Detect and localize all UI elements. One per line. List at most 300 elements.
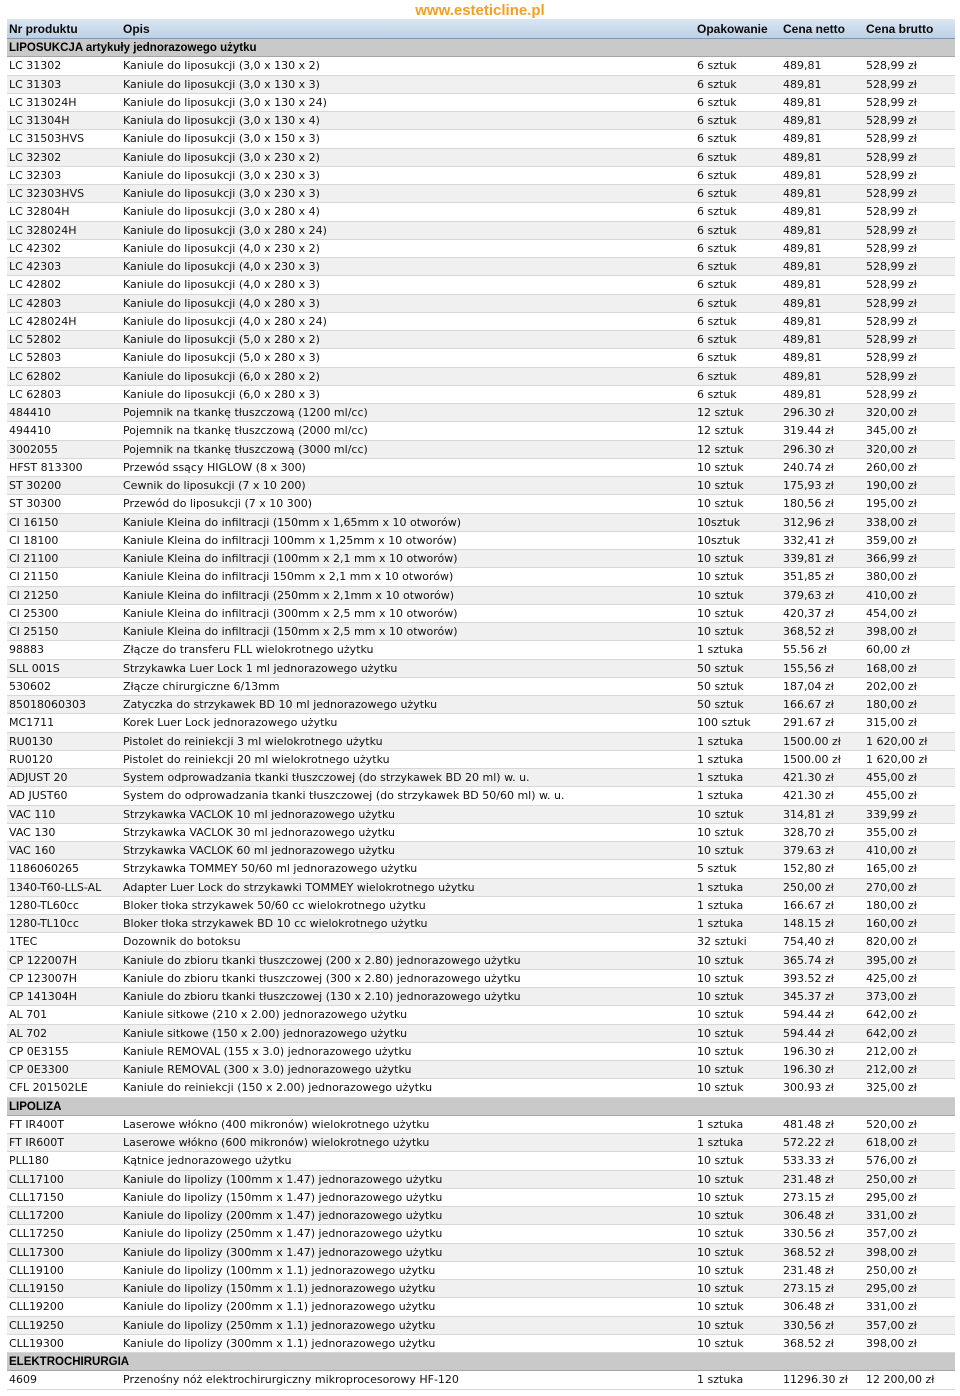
table-row bbox=[7, 1043, 955, 1061]
section-header bbox=[7, 1098, 955, 1116]
product-number-cell: CLL17200 bbox=[9, 1209, 64, 1222]
gross-price-cell: 202,00 zł bbox=[866, 679, 917, 693]
table-row bbox=[7, 842, 955, 860]
packaging-cell: 10 sztuk bbox=[697, 1172, 744, 1186]
gross-price-cell: 528,99 zł bbox=[866, 260, 917, 273]
net-price-cell: 489,81 bbox=[783, 260, 822, 273]
description-cell: Kaniule do liposukcji (6,0 x 280 x 2) bbox=[123, 369, 320, 383]
packaging-cell: 1 sztuka bbox=[697, 880, 744, 894]
table-header bbox=[7, 19, 955, 39]
description-cell: Kaniule do liposukcji (3,0 x 280 x 24) bbox=[123, 223, 327, 237]
description-cell: Kaniule do liposukcji (3,0 x 130 x 3) bbox=[123, 77, 320, 91]
gross-price-cell: 320,00 zł bbox=[866, 406, 917, 419]
net-price-cell: 379,63 zł bbox=[783, 588, 834, 602]
packaging-cell: 6 sztuk bbox=[697, 369, 737, 383]
net-price-cell: 339,81 zł bbox=[783, 552, 834, 565]
packaging-cell: 10 sztuk bbox=[697, 807, 744, 821]
product-number-cell: CI 21100 bbox=[9, 552, 59, 565]
product-number-cell: LC 31304H bbox=[9, 114, 70, 127]
net-price-cell: 489,81 bbox=[783, 278, 822, 292]
packaging-cell: 1 sztuka bbox=[697, 898, 744, 912]
table-row bbox=[7, 1134, 955, 1152]
product-number-cell: FT IR600T bbox=[9, 1136, 64, 1149]
table-row bbox=[7, 1116, 955, 1134]
table-row bbox=[7, 1079, 955, 1097]
packaging-cell: 10 sztuk bbox=[697, 1336, 744, 1350]
gross-price-cell: 315,00 zł bbox=[866, 716, 917, 730]
packaging-cell: 1 sztuka bbox=[697, 734, 744, 748]
gross-price-cell: 520,00 zł bbox=[866, 1117, 917, 1131]
gross-price-cell: 260,00 zł bbox=[866, 460, 917, 474]
table-row bbox=[7, 1061, 955, 1079]
gross-price-cell: 398,00 zł bbox=[866, 1245, 917, 1259]
description-cell: Kaniule do liposukcji (4,0 x 280 x 24) bbox=[123, 314, 327, 328]
gross-price-cell: 195,00 zł bbox=[866, 497, 917, 511]
product-number-cell: CLL19200 bbox=[9, 1300, 64, 1314]
table-row bbox=[7, 1317, 955, 1335]
gross-price-cell: 576,00 zł bbox=[866, 1154, 917, 1168]
section-title: ELEKTROCHIRURGIA bbox=[9, 1356, 130, 1368]
product-number-cell: 1186060265 bbox=[9, 862, 79, 876]
packaging-cell: 10 sztuk bbox=[697, 1282, 744, 1295]
net-price-cell: 319.44 zł bbox=[783, 424, 834, 438]
net-price-cell: 489,81 bbox=[783, 223, 822, 237]
gross-price-cell: 165,00 zł bbox=[866, 862, 917, 876]
packaging-cell: 6 sztuk bbox=[697, 114, 737, 127]
packaging-cell: 6 sztuk bbox=[697, 223, 737, 237]
gross-price-cell: 528,99 zł bbox=[866, 132, 917, 146]
packaging-cell: 1 sztuka bbox=[697, 1117, 744, 1131]
product-number-cell: RU0120 bbox=[9, 752, 53, 766]
net-price-cell: 231.48 zł bbox=[783, 1263, 834, 1277]
packaging-cell: 6 sztuk bbox=[697, 59, 737, 73]
table-row bbox=[7, 641, 955, 659]
product-number-cell: CLL19100 bbox=[9, 1263, 64, 1277]
net-price-cell: 155,56 zł bbox=[783, 661, 834, 675]
packaging-cell: 5 sztuk bbox=[697, 862, 737, 876]
net-price-cell: 489,81 bbox=[783, 150, 822, 164]
gross-price-cell: 642,00 zł bbox=[866, 1026, 917, 1040]
net-price-cell: 489,81 bbox=[783, 314, 822, 328]
packaging-cell: 10 sztuk bbox=[697, 1081, 744, 1095]
packaging-cell: 10 sztuk bbox=[697, 625, 744, 638]
product-number-cell: CI 18100 bbox=[9, 533, 59, 547]
net-price-cell: 489,81 bbox=[783, 296, 822, 310]
description-cell: Pojemnik na tkankę tłuszczową (2000 ml/cc) bbox=[123, 424, 368, 438]
section-title: LIPOLIZA bbox=[9, 1100, 62, 1113]
packaging-cell: 12 sztuk bbox=[697, 406, 744, 419]
gross-price-cell: 295,00 zł bbox=[866, 1282, 917, 1295]
section-title: LIPOSUKCJA artykuły jednorazowego użytku bbox=[9, 42, 257, 54]
description-cell: Kaniule do zbioru tkanki tłuszczowej (200 x 2.80) jednorazowego użytku bbox=[123, 953, 521, 967]
table-row bbox=[7, 349, 955, 367]
table-row bbox=[7, 787, 955, 805]
description-cell: Kaniule do lipolizy (200mm x 1.47) jednorazowego użytku bbox=[123, 1209, 443, 1222]
gross-price-cell: 528,99 zł bbox=[866, 77, 917, 91]
net-price-cell: 393.52 zł bbox=[783, 971, 834, 985]
product-number-cell: CLL17150 bbox=[9, 1190, 64, 1204]
gross-price-cell: 398,00 zł bbox=[866, 1336, 917, 1350]
product-number-cell: LC 32804H bbox=[9, 205, 70, 219]
product-number-cell: 98883 bbox=[9, 643, 44, 657]
table-row bbox=[7, 623, 955, 641]
gross-price-cell: 528,99 zł bbox=[866, 351, 917, 365]
net-price-cell: 489,81 bbox=[783, 241, 822, 255]
table-row bbox=[7, 696, 955, 714]
packaging-cell: 10 sztuk bbox=[697, 1154, 744, 1168]
packaging-cell: 10 sztuk bbox=[697, 570, 744, 584]
packaging-cell: 6 sztuk bbox=[697, 77, 737, 91]
gross-price-cell: 410,00 zł bbox=[866, 844, 917, 857]
packaging-cell: 6 sztuk bbox=[697, 314, 737, 328]
description-cell: Kaniule sitkowe (210 x 2.00) jednorazowego użytku bbox=[123, 1008, 408, 1022]
product-number-cell: CI 25150 bbox=[9, 625, 59, 638]
product-number-cell: VAC 160 bbox=[9, 844, 56, 857]
packaging-cell: 10 sztuk bbox=[697, 844, 744, 857]
section-header bbox=[7, 39, 955, 57]
net-price-cell: 330.56 zł bbox=[783, 1227, 834, 1241]
net-price-cell: 240.74 zł bbox=[783, 460, 834, 474]
net-price-cell: 421.30 zł bbox=[783, 789, 834, 803]
description-cell: Kaniule do liposukcji (4,0 x 280 x 3) bbox=[123, 278, 320, 292]
product-number-cell: 4609 bbox=[9, 1373, 37, 1387]
net-price-cell: 368.52 zł bbox=[783, 1245, 834, 1259]
net-price-cell: 489,81 bbox=[783, 387, 822, 401]
description-cell: Kaniule do lipolizy (300mm x 1.47) jednorazowego użytku bbox=[123, 1245, 443, 1259]
product-number-cell: MC1711 bbox=[9, 716, 55, 730]
net-price-cell: 148.15 zł bbox=[783, 917, 834, 930]
table-row bbox=[7, 258, 955, 276]
packaging-cell: 10 sztuk bbox=[697, 1026, 744, 1040]
description-cell: Kaniula do liposukcji (3,0 x 130 x 4) bbox=[123, 114, 320, 127]
gross-price-cell: 528,99 zł bbox=[866, 150, 917, 164]
description-cell: Kaniule do liposukcji (3,0 x 230 x 2) bbox=[123, 150, 320, 164]
product-number-cell: 85018060303 bbox=[9, 698, 86, 711]
packaging-cell: 10sztuk bbox=[697, 515, 741, 529]
packaging-cell: 6 sztuk bbox=[697, 351, 737, 365]
site-url[interactable]: www.esteticline.pl bbox=[415, 2, 545, 19]
table-row bbox=[7, 678, 955, 696]
product-number-cell: LC 42802 bbox=[9, 278, 62, 292]
gross-price-cell: 357,00 zł bbox=[866, 1318, 917, 1332]
product-number-cell: CFL 201502LE bbox=[9, 1081, 88, 1095]
packaging-cell: 6 sztuk bbox=[697, 333, 737, 346]
description-cell: Kaniule do liposukcji (3,0 x 280 x 4) bbox=[123, 205, 320, 219]
gross-price-cell: 366,99 zł bbox=[866, 552, 917, 565]
packaging-cell: 10 sztuk bbox=[697, 497, 744, 511]
product-number-cell: LC 31302 bbox=[9, 59, 62, 73]
net-price-cell: 187,04 zł bbox=[783, 679, 834, 693]
net-price-cell: 379.63 zł bbox=[783, 844, 834, 857]
net-price-cell: 489,81 bbox=[783, 59, 822, 73]
gross-price-cell: 410,00 zł bbox=[866, 588, 917, 602]
packaging-cell: 10 sztuk bbox=[697, 1263, 744, 1277]
description-cell: Kaniule Kleina do infiltracji (150mm x 2,5 mm x 10 otworów) bbox=[123, 625, 458, 638]
table-row bbox=[7, 495, 955, 513]
packaging-cell: 6 sztuk bbox=[697, 241, 737, 255]
description-cell: Kaniule do liposukcji (3,0 x 230 x 3) bbox=[123, 187, 320, 200]
packaging-cell: 50 sztuk bbox=[697, 661, 744, 675]
net-price-cell: 296.30 zł bbox=[783, 406, 834, 419]
gross-price-cell: 270,00 zł bbox=[866, 880, 917, 894]
gross-price-cell: 338,00 zł bbox=[866, 515, 917, 529]
product-number-cell: CLL17100 bbox=[9, 1172, 64, 1186]
header-product-number: Nr produktu bbox=[9, 22, 78, 36]
product-number-cell: CP 123007H bbox=[9, 971, 78, 985]
packaging-cell: 1 sztuka bbox=[697, 771, 744, 784]
table-row bbox=[7, 57, 955, 75]
table-row bbox=[7, 422, 955, 440]
gross-price-cell: 355,00 zł bbox=[866, 825, 917, 839]
product-number-cell: LC 52802 bbox=[9, 333, 62, 346]
table-row bbox=[7, 240, 955, 258]
product-number-cell: CLL17250 bbox=[9, 1227, 64, 1241]
description-cell: Złącze do transferu FLL wielokrotnego użytku bbox=[123, 643, 374, 657]
description-cell: Kaniule Kleina do infiltracji 100mm x 1,25mm x 10 otworów) bbox=[123, 533, 457, 547]
packaging-cell: 10 sztuk bbox=[697, 552, 744, 565]
gross-price-cell: 160,00 zł bbox=[866, 917, 917, 930]
product-number-cell: CP 0E3155 bbox=[9, 1044, 69, 1058]
table-row bbox=[7, 1335, 955, 1353]
table-row bbox=[7, 112, 955, 130]
table-row bbox=[7, 824, 955, 842]
packaging-cell: 32 sztuki bbox=[697, 935, 747, 949]
net-price-cell: 196.30 zł bbox=[783, 1044, 834, 1058]
packaging-cell: 6 sztuk bbox=[697, 168, 737, 182]
gross-price-cell: 325,00 zł bbox=[866, 1081, 917, 1095]
product-number-cell: LC 31303 bbox=[9, 77, 62, 91]
description-cell: Złącze chirurgiczne 6/13mm bbox=[123, 679, 280, 693]
net-price-cell: 421.30 zł bbox=[783, 771, 834, 784]
product-number-cell: 1340-T60-LLS-AL bbox=[9, 880, 102, 894]
net-price-cell: 420,37 zł bbox=[783, 606, 834, 620]
gross-price-cell: 454,00 zł bbox=[866, 606, 917, 620]
product-number-cell: LC 42803 bbox=[9, 296, 62, 310]
packaging-cell: 10 sztuk bbox=[697, 953, 744, 967]
product-number-cell: LC 32302 bbox=[9, 150, 62, 164]
packaging-cell: 6 sztuk bbox=[697, 187, 737, 200]
description-cell: Przenośny nóż elektrochirurgiczny mikroprocesorowy HF-120 bbox=[123, 1373, 459, 1387]
description-cell: Kaniule do zbioru tkanki tłuszczowej (130 x 2.10) jednorazowego użytku bbox=[123, 990, 521, 1003]
description-cell: Przewód ssący HIGLOW (8 x 300) bbox=[123, 460, 306, 474]
table-row bbox=[7, 1225, 955, 1243]
packaging-cell: 6 sztuk bbox=[697, 260, 737, 273]
net-price-cell: 332,41 zł bbox=[783, 533, 834, 547]
packaging-cell: 10 sztuk bbox=[697, 588, 744, 602]
gross-price-cell: 359,00 zł bbox=[866, 533, 917, 547]
table-row bbox=[7, 1371, 955, 1389]
product-number-cell: ST 30200 bbox=[9, 479, 62, 492]
net-price-cell: 166.67 zł bbox=[783, 698, 834, 711]
net-price-cell: 166.67 zł bbox=[783, 898, 834, 912]
packaging-cell: 1 sztuka bbox=[697, 1136, 744, 1149]
table-row bbox=[7, 860, 955, 878]
product-number-cell: LC 42303 bbox=[9, 260, 62, 273]
description-cell: Kaniule do liposukcji (5,0 x 280 x 2) bbox=[123, 333, 320, 346]
net-price-cell: 489,81 bbox=[783, 114, 822, 127]
description-cell: Zatyczka do strzykawek BD 10 ml jednorazowego użytku bbox=[123, 698, 438, 711]
description-cell: System odprowadzania tkanki tłuszczowej (do strzykawek BD 20 ml) w. u. bbox=[123, 771, 530, 784]
gross-price-cell: 455,00 zł bbox=[866, 771, 917, 784]
product-number-cell: CP 0E3300 bbox=[9, 1063, 69, 1076]
gross-price-cell: 528,99 zł bbox=[866, 95, 917, 109]
table-row bbox=[7, 1280, 955, 1298]
net-price-cell: 489,81 bbox=[783, 351, 822, 365]
description-cell: Adapter Luer Lock do strzykawki TOMMEY wielokrotnego użytku bbox=[123, 880, 475, 894]
packaging-cell: 10 sztuk bbox=[697, 1318, 744, 1332]
table-row bbox=[7, 933, 955, 951]
product-number-cell: 1TEC bbox=[9, 935, 38, 949]
product-number-cell: 484410 bbox=[9, 406, 51, 419]
packaging-cell: 10 sztuk bbox=[697, 1008, 744, 1022]
header-packaging: Opakowanie bbox=[697, 22, 768, 36]
gross-price-cell: 528,99 zł bbox=[866, 205, 917, 219]
description-cell: Kaniule do liposukcji (3,0 x 230 x 3) bbox=[123, 168, 320, 182]
description-cell: Kaniule sitkowe (150 x 2.00) jednorazowego użytku bbox=[123, 1026, 408, 1040]
description-cell: Kaniule do liposukcji (4,0 x 280 x 3) bbox=[123, 296, 320, 310]
table-row bbox=[7, 94, 955, 112]
table-row bbox=[7, 970, 955, 988]
net-price-cell: 11296.30 zł bbox=[783, 1373, 848, 1387]
gross-price-cell: 528,99 zł bbox=[866, 168, 917, 182]
gross-price-cell: 528,99 zł bbox=[866, 223, 917, 237]
description-cell: Kaniule do liposukcji (5,0 x 280 x 3) bbox=[123, 351, 320, 365]
section-header bbox=[7, 1353, 955, 1371]
packaging-cell: 10 sztuk bbox=[697, 1190, 744, 1204]
net-price-cell: 330,56 zł bbox=[783, 1318, 834, 1332]
gross-price-cell: 250,00 zł bbox=[866, 1263, 917, 1277]
product-number-cell: FT IR400T bbox=[9, 1117, 64, 1131]
table-row bbox=[7, 185, 955, 203]
net-price-cell: 273.15 zł bbox=[783, 1282, 834, 1295]
description-cell: Kaniule Kleina do infiltracji (100mm x 2,1 mm x 10 otworów) bbox=[123, 552, 458, 565]
net-price-cell: 306.48 zł bbox=[783, 1209, 834, 1222]
product-number-cell: ST 30300 bbox=[9, 497, 62, 511]
product-number-cell: LC 313024H bbox=[9, 95, 77, 109]
packaging-cell: 10sztuk bbox=[697, 533, 741, 547]
description-cell: Kaniule do lipolizy (250mm x 1.47) jednorazowego użytku bbox=[123, 1227, 443, 1241]
table-row bbox=[7, 167, 955, 185]
product-number-cell: 530602 bbox=[9, 679, 51, 693]
packaging-cell: 10 sztuk bbox=[697, 1209, 744, 1222]
net-price-cell: 365.74 zł bbox=[783, 953, 834, 967]
packaging-cell: 1 sztuka bbox=[697, 643, 744, 657]
packaging-cell: 10 sztuk bbox=[697, 1044, 744, 1058]
description-cell: Pojemnik na tkankę tłuszczową (1200 ml/cc) bbox=[123, 406, 368, 419]
product-number-cell: LC 42302 bbox=[9, 241, 62, 255]
description-cell: Bloker tłoka strzykawek 50/60 cc wielokrotnego użytku bbox=[123, 898, 426, 912]
packaging-cell: 50 sztuk bbox=[697, 698, 744, 711]
net-price-cell: 291.67 zł bbox=[783, 716, 834, 730]
net-price-cell: 489,81 bbox=[783, 187, 822, 200]
gross-price-cell: 528,99 zł bbox=[866, 59, 917, 73]
table-row bbox=[7, 222, 955, 240]
product-number-cell: CLL19250 bbox=[9, 1318, 64, 1332]
gross-price-cell: 1 620,00 zł bbox=[866, 752, 928, 766]
product-number-cell: VAC 110 bbox=[9, 807, 56, 821]
net-price-cell: 368,52 zł bbox=[783, 625, 834, 638]
gross-price-cell: 528,99 zł bbox=[866, 333, 917, 346]
net-price-cell: 180,56 zł bbox=[783, 497, 834, 511]
description-cell: Kaniule do lipolizy (100mm x 1.1) jednorazowego użytku bbox=[123, 1263, 436, 1277]
net-price-cell: 489,81 bbox=[783, 77, 822, 91]
table-row bbox=[7, 477, 955, 495]
packaging-cell: 10 sztuk bbox=[697, 460, 744, 474]
table-row bbox=[7, 751, 955, 769]
description-cell: Kaniule do lipolizy (300mm x 1.1) jednorazowego użytku bbox=[123, 1336, 436, 1350]
net-price-cell: 1500.00 zł bbox=[783, 734, 841, 748]
table-row bbox=[7, 386, 955, 404]
table-row bbox=[7, 1152, 955, 1170]
description-cell: Strzykawka VACLOK 60 ml jednorazowego użytku bbox=[123, 844, 395, 857]
product-number-cell: 494410 bbox=[9, 424, 51, 438]
description-cell: Strzykawka VACLOK 30 ml jednorazowego użytku bbox=[123, 825, 395, 839]
table-row bbox=[7, 149, 955, 167]
header-net-price: Cena netto bbox=[783, 22, 846, 36]
packaging-cell: 10 sztuk bbox=[697, 1227, 744, 1241]
description-cell: Kaniule do liposukcji (3,0 x 130 x 2) bbox=[123, 59, 320, 73]
gross-price-cell: 395,00 zł bbox=[866, 953, 917, 967]
product-number-cell: LC 62803 bbox=[9, 387, 62, 401]
description-cell: Kaniule Kleina do infiltracji 150mm x 2,1 mm x 10 otworów) bbox=[123, 570, 454, 584]
table-row bbox=[7, 514, 955, 532]
gross-price-cell: 528,99 zł bbox=[866, 314, 917, 328]
description-cell: Kaniule Kleina do infiltracji (300mm x 2,5 mm x 10 otworów) bbox=[123, 606, 458, 620]
net-price-cell: 250,00 zł bbox=[783, 880, 834, 894]
gross-price-cell: 528,99 zł bbox=[866, 278, 917, 292]
gross-price-cell: 295,00 zł bbox=[866, 1190, 917, 1204]
description-cell: Kątnice jednorazowego użytku bbox=[123, 1154, 292, 1168]
description-cell: Strzykawka Luer Lock 1 ml jednorazowego użytku bbox=[123, 661, 398, 675]
table-row bbox=[7, 568, 955, 586]
packaging-cell: 10 sztuk bbox=[697, 606, 744, 620]
net-price-cell: 55.56 zł bbox=[783, 643, 827, 657]
table-row bbox=[7, 1298, 955, 1316]
packaging-cell: 10 sztuk bbox=[697, 1300, 744, 1314]
product-number-cell: CP 141304H bbox=[9, 990, 78, 1003]
product-number-cell: LC 428024H bbox=[9, 314, 77, 328]
product-number-cell: VAC 130 bbox=[9, 825, 56, 839]
gross-price-cell: 357,00 zł bbox=[866, 1227, 917, 1241]
description-cell: Kaniule do reiniekcji (150 x 2.00) jednorazowego użytku bbox=[123, 1081, 433, 1095]
packaging-cell: 10 sztuk bbox=[697, 990, 744, 1003]
packaging-cell: 1 sztuka bbox=[697, 1373, 744, 1387]
product-number-cell: SLL 001S bbox=[9, 661, 60, 675]
header-gross-price: Cena brutto bbox=[866, 22, 934, 36]
table-row bbox=[7, 1262, 955, 1280]
net-price-cell: 351,85 zł bbox=[783, 570, 834, 584]
description-cell: Kaniule do lipolizy (100mm x 1.47) jednorazowego użytku bbox=[123, 1172, 443, 1186]
net-price-cell: 489,81 bbox=[783, 95, 822, 109]
table-row bbox=[7, 1006, 955, 1024]
table-row bbox=[7, 76, 955, 94]
table-row bbox=[7, 952, 955, 970]
gross-price-cell: 12 200,00 zł bbox=[866, 1373, 935, 1387]
gross-price-cell: 345,00 zł bbox=[866, 424, 917, 438]
header-description: Opis bbox=[123, 22, 150, 36]
packaging-cell: 6 sztuk bbox=[697, 205, 737, 219]
product-number-cell: 1280-TL60cc bbox=[9, 898, 79, 912]
product-number-cell: HFST 813300 bbox=[9, 460, 83, 474]
gross-price-cell: 1 620,00 zł bbox=[866, 734, 928, 748]
description-cell: Kaniule do liposukcji (3,0 x 130 x 24) bbox=[123, 95, 327, 109]
net-price-cell: 481.48 zł bbox=[783, 1117, 834, 1131]
packaging-cell: 50 sztuk bbox=[697, 679, 744, 693]
net-price-cell: 314,81 zł bbox=[783, 807, 834, 821]
gross-price-cell: 398,00 zł bbox=[866, 625, 917, 638]
product-number-cell: AL 702 bbox=[9, 1026, 48, 1040]
description-cell: Kaniule do liposukcji (3,0 x 150 x 3) bbox=[123, 132, 320, 146]
